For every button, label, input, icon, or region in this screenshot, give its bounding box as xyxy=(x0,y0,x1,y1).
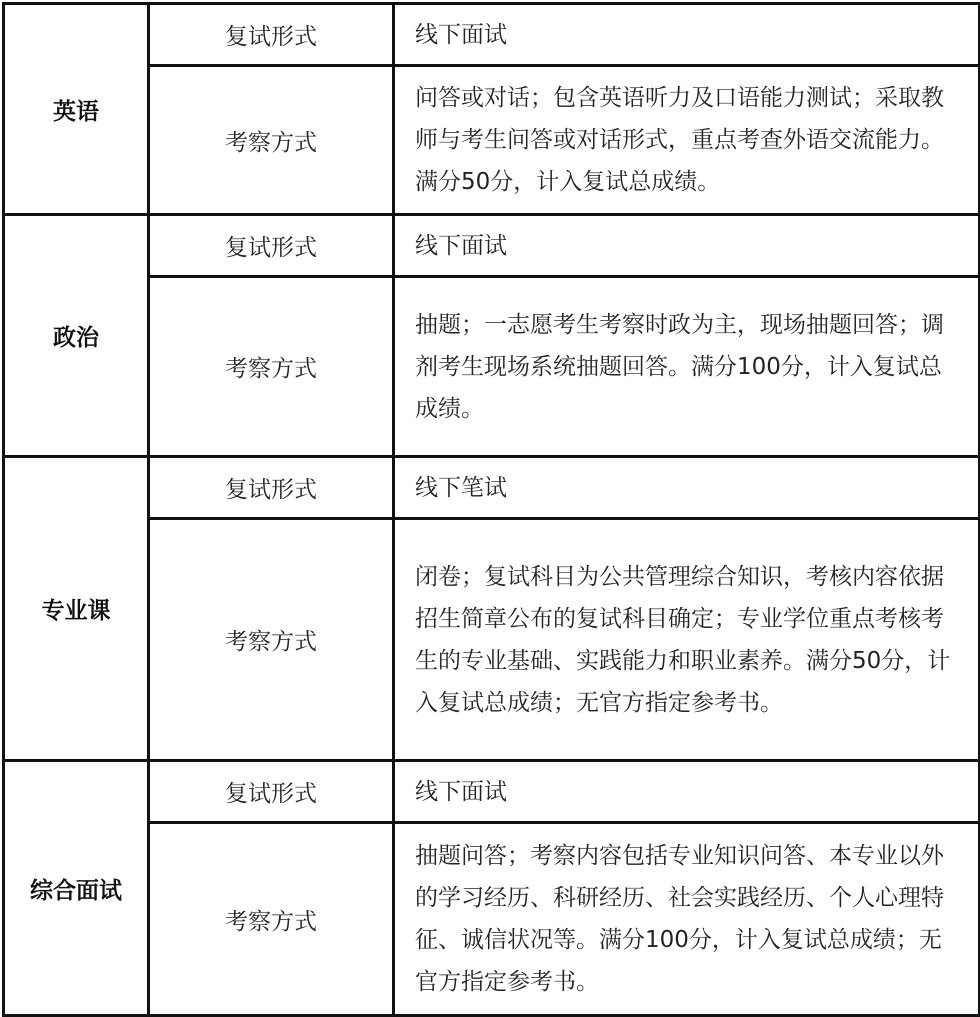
subject-cell-english: 英语 xyxy=(4,4,149,215)
table-row xyxy=(4,457,980,519)
row-value-format: 线下面试 xyxy=(394,761,980,823)
row-label-method: 考察方式 xyxy=(149,277,394,457)
row-label-format: 复试形式 xyxy=(149,761,394,823)
row-label-format: 复试形式 xyxy=(149,4,394,66)
row-value-method: 抽题；一志愿考生考察时政为主，现场抽题回答；调剂考生现场系统抽题回答。满分100分，计入复试总成绩。 xyxy=(394,277,980,457)
table-row xyxy=(4,66,980,215)
row-label-format: 复试形式 xyxy=(149,457,394,519)
subject-cell-politics: 政治 xyxy=(4,215,149,457)
row-value-format: 线下面试 xyxy=(394,215,980,277)
retest-format-table xyxy=(2,2,980,1017)
table-row xyxy=(4,4,980,66)
row-label-format: 复试形式 xyxy=(149,215,394,277)
row-label-method: 考察方式 xyxy=(149,519,394,761)
row-value-format: 线下笔试 xyxy=(394,457,980,519)
table-row xyxy=(4,277,980,457)
table-row xyxy=(4,215,980,277)
table-row xyxy=(4,761,980,823)
table-row xyxy=(4,519,980,761)
subject-cell-comprehensive-interview: 综合面试 xyxy=(4,761,149,1016)
row-value-format: 线下面试 xyxy=(394,4,980,66)
table-row xyxy=(4,823,980,1016)
row-label-method: 考察方式 xyxy=(149,823,394,1016)
row-value-method: 抽题问答；考察内容包括专业知识问答、本专业以外的学习经历、科研经历、社会实践经历、个人心理特征、诚信状况等。满分100分，计入复试总成绩；无官方指定参考书。 xyxy=(394,823,980,1016)
row-value-method: 闭卷；复试科目为公共管理综合知识，考核内容依据招生简章公布的复试科目确定；专业学位重点考核考生的专业基础、实践能力和职业素养。满分50分，计入复试总成绩；无官方指定参考书。 xyxy=(394,519,980,761)
row-value-method: 问答或对话；包含英语听力及口语能力测试；采取教师与考生问答或对话形式，重点考查外语交流能力。满分50分，计入复试总成绩。 xyxy=(394,66,980,215)
subject-cell-major-course: 专业课 xyxy=(4,457,149,761)
row-label-method: 考察方式 xyxy=(149,66,394,215)
